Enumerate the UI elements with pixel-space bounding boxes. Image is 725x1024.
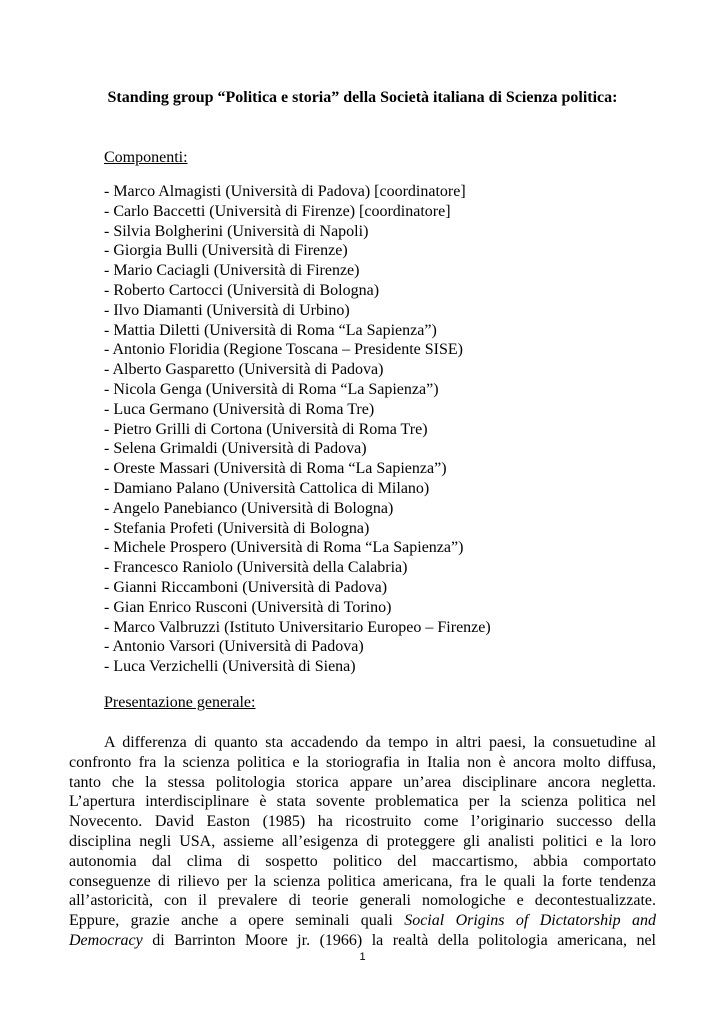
paragraph-line: conseguenze di rilievo per la scienza politica americana, fra le quali la forte tendenza (69, 872, 656, 890)
member-item: - Ilvo Diamanti (Università di Urbino) (104, 301, 350, 319)
paragraph-line: disciplina negli USA, assieme all’esigenza di proteggere gli analisti politici e la loro (69, 832, 656, 850)
member-item: - Mattia Diletti (Università di Roma “La Sapienza”) (104, 321, 437, 339)
member-item: - Stefania Profeti (Università di Bologna) (104, 519, 370, 537)
member-item: - Antonio Varsori (Università di Padova) (104, 638, 364, 656)
paragraph-line (69, 931, 656, 951)
member-item: - Luca Germano (Università di Roma Tre) (104, 400, 375, 418)
paragraph-line: Novecento. David Easton (1985) ha ricostruito come l’originario successo della (69, 813, 656, 831)
paragraph-line: tanto che la stessa politologia storica appare un’area disciplinare ancora negletta. (69, 773, 656, 791)
components-heading: Componenti: (104, 149, 188, 166)
member-item: - Angelo Panebianco (Università di Bologna) (104, 499, 394, 517)
paragraph-line: all’astoricità, con il prevalere di teorie generali nomologiche e decontestualizzate. (69, 892, 656, 910)
paragraph-line (69, 911, 656, 931)
members-list (104, 182, 491, 677)
paragraph-text: Eppure, grazie anche a opere seminali quali (69, 912, 405, 930)
member-item: - Roberto Cartocci (Università di Bologna) (104, 281, 380, 299)
paragraph-line: A differenza di quanto sta accadendo da tempo in altri paesi, la consuetudine al (104, 734, 656, 751)
member-item: - Luca Verzichelli (Università di Siena) (104, 658, 356, 676)
member-item: - Mario Caciagli (Università di Firenze) (104, 262, 360, 280)
member-item: - Gian Enrico Rusconi (Università di Torino) (104, 598, 392, 616)
presentation-paragraph (69, 733, 656, 951)
page-number: 1 (359, 951, 366, 963)
member-item: - Damiano Palano (Università Cattolica di Milano) (104, 479, 430, 497)
book-title-part-2: Democracy (69, 931, 143, 949)
member-item: - Francesco Raniolo (Università della Calabria) (104, 559, 408, 577)
member-item: - Pietro Grilli di Cortona (Università di Roma Tre) (104, 420, 428, 438)
member-item: - Selena Grimaldi (Università di Padova) (104, 440, 367, 458)
member-item: - Michele Prospero (Università di Roma “La Sapienza”) (104, 539, 464, 557)
book-title-part-1: Social Origins of Dictatorship and (404, 912, 656, 930)
member-item: - Silvia Bolgherini (Università di Napoli) (104, 222, 369, 240)
member-item: - Gianni Riccamboni (Università di Padova) (104, 578, 388, 596)
presentation-heading: Presentazione generale: (104, 694, 256, 711)
member-item: - Oreste Massari (Università di Roma “La Sapienza”) (104, 460, 447, 478)
paragraph-line: autonomia dal clima di sospetto politico del maccartismo, abbia comportato (69, 852, 656, 870)
member-item: - Alberto Gasparetto (Università di Padova) (104, 361, 384, 379)
member-item: - Antonio Floridia (Regione Toscana – Presidente SISE) (104, 341, 463, 359)
paragraph-line: confronto fra la scienza politica e la storiografia in Italia non è ancora molto diffusa, (69, 753, 656, 771)
document-title: Standing group “Politica e storia” della Società italiana di Scienza politica: (107, 89, 618, 106)
member-item: - Marco Valbruzzi (Istituto Universitario Europeo – Firenze) (104, 618, 491, 636)
member-item: - Carlo Baccetti (Università di Firenze) [coordinatore] (104, 202, 451, 220)
member-item: - Marco Almagisti (Università di Padova) [coordinatore] (104, 183, 466, 200)
paragraph-line: L’apertura interdisciplinare è stata sovente problematica per la scienza politica nel (69, 793, 656, 811)
paragraph-text: di Barrinton Moore jr. (1966) la realtà della politologia americana, nel (142, 931, 656, 949)
member-item: - Nicola Genga (Università di Roma “La Sapienza”) (104, 380, 439, 398)
member-item: - Giorgia Bulli (Università di Firenze) (104, 242, 348, 260)
